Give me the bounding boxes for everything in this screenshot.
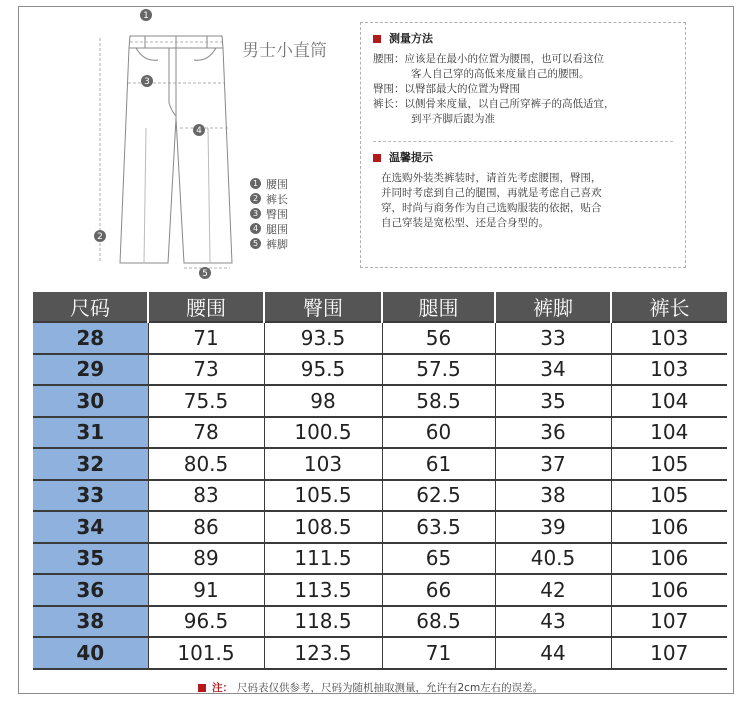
legend-label: 裤长 [266,192,288,206]
column-header: 裤长 [611,292,727,322]
svg-text:4: 4 [196,126,202,136]
table-cell: 35 [495,385,611,417]
table-cell: 37 [495,448,611,480]
table-cell: 33 [495,322,611,354]
tips-heading [373,150,673,165]
footnote-text: 尺码表仅供参考，尺码为随机抽取测量，允许有2cm左右的误差。 [237,682,544,694]
column-header: 裤脚 [495,292,611,322]
legend-item [250,191,288,206]
table-cell: 111.5 [264,543,382,575]
table-cell: 91 [148,574,264,606]
table-cell: 105 [611,480,727,512]
size-cell: 28 [33,322,148,354]
legend-number: 5 [250,238,261,249]
size-cell: 34 [33,511,148,543]
table-cell: 113.5 [264,574,382,606]
table-row [33,511,727,543]
legend-number: 3 [250,208,261,219]
legend-label: 裤脚 [266,237,288,251]
table-cell: 39 [495,511,611,543]
tips-line: 自己穿装是宽松型、还是合身型的。 [381,217,549,229]
legend-item [250,221,288,236]
legend-item [250,236,288,251]
size-cell: 29 [33,354,148,386]
table-cell: 61 [382,448,495,480]
table-cell: 106 [611,511,727,543]
table-cell: 43 [495,606,611,638]
column-header: 腰围 [148,292,264,322]
table-cell: 44 [495,637,611,669]
table-cell: 118.5 [264,606,382,638]
table-cell: 106 [611,574,727,606]
size-cell: 31 [33,417,148,449]
table-cell: 42 [495,574,611,606]
method-heading [373,31,673,46]
waist-text-cont: 客人自己穿的高低来度量自己的腰围。 [411,68,590,80]
table-row [33,448,727,480]
waist-text: 腰围：应该是在最小的位置为腰围，也可以看这位 [373,53,604,65]
table-cell: 86 [148,511,264,543]
table-cell: 38 [495,480,611,512]
length-text-cont: 到平齐脚后跟为准 [411,113,495,125]
method-title: 测量方法 [389,32,433,45]
size-cell: 32 [33,448,148,480]
column-header: 尺码 [33,292,148,322]
svg-text:3: 3 [144,77,150,87]
table-row [33,543,727,575]
table-cell: 103 [611,322,727,354]
table-cell: 89 [148,543,264,575]
size-cell: 40 [33,637,148,669]
table-cell: 65 [382,543,495,575]
table-cell: 103 [611,354,727,386]
svg-text:5: 5 [202,269,208,279]
measurement-legend [250,176,288,251]
tips-text [373,171,673,231]
measurement-info-box [360,22,686,268]
table-cell: 104 [611,417,727,449]
table-cell: 83 [148,480,264,512]
legend-number: 4 [250,223,261,234]
divider [373,141,673,142]
table-cell: 40.5 [495,543,611,575]
table-cell: 105 [611,448,727,480]
size-cell: 35 [33,543,148,575]
column-header: 腿围 [382,292,495,322]
legend-item [250,176,288,191]
table-cell: 71 [382,637,495,669]
table-cell: 104 [611,385,727,417]
style-name: 男士小直筒 [242,41,327,61]
table-cell: 78 [148,417,264,449]
legend-number: 2 [250,193,261,204]
table-cell: 100.5 [264,417,382,449]
bullet-square-icon [198,684,206,692]
tips-line: 在选购外装类裤装时，请首先考虑腰围，臀围， [381,172,602,184]
table-row [33,322,727,354]
table-cell: 63.5 [382,511,495,543]
table-cell: 62.5 [382,480,495,512]
table-row [33,354,727,386]
legend-item [250,206,288,221]
table-cell: 71 [148,322,264,354]
tips-title: 温馨提示 [389,151,433,164]
legend-number: 1 [250,178,261,189]
svg-text:2: 2 [97,232,103,242]
tips-line: 穿，时尚与商务作为自己选购服装的依据，贴合 [381,202,602,214]
table-header-row [33,292,727,322]
table-cell: 96.5 [148,606,264,638]
tips-line: 并同时考虑到自己的腿围，再就是考虑自己喜欢 [381,187,602,199]
table-cell: 108.5 [264,511,382,543]
hip-text: 臀围：以臀部最大的位置为臀围 [373,83,520,95]
table-cell: 105.5 [264,480,382,512]
table-row [33,385,727,417]
table-cell: 73 [148,354,264,386]
table-cell: 75.5 [148,385,264,417]
table-cell: 34 [495,354,611,386]
table-row [33,417,727,449]
table-cell: 107 [611,637,727,669]
footnote-label: 注： [212,682,233,694]
table-cell: 68.5 [382,606,495,638]
table-cell: 101.5 [148,637,264,669]
length-text: 裤长：以侧骨来度量，以自己所穿裤子的高低适宜， [373,98,615,110]
column-header: 臀围 [264,292,382,322]
bullet-square-icon [373,35,381,43]
legend-label: 臀围 [266,207,288,221]
table-cell: 57.5 [382,354,495,386]
table-cell: 80.5 [148,448,264,480]
table-row [33,637,727,669]
size-table [33,292,727,670]
table-row [33,606,727,638]
footnote [198,680,543,695]
table-cell: 56 [382,322,495,354]
table-cell: 60 [382,417,495,449]
table-cell: 93.5 [264,322,382,354]
bullet-square-icon [373,154,381,162]
table-cell: 58.5 [382,385,495,417]
table-cell: 103 [264,448,382,480]
svg-text:1: 1 [143,11,149,21]
table-cell: 106 [611,543,727,575]
legend-label: 腰围 [266,177,288,191]
size-cell: 30 [33,385,148,417]
table-row [33,574,727,606]
table-cell: 66 [382,574,495,606]
size-cell: 38 [33,606,148,638]
table-cell: 107 [611,606,727,638]
table-row [33,480,727,512]
table-cell: 95.5 [264,354,382,386]
table-cell: 98 [264,385,382,417]
size-cell: 36 [33,574,148,606]
table-cell: 36 [495,417,611,449]
legend-label: 腿围 [266,222,288,236]
table-cell: 123.5 [264,637,382,669]
size-cell: 33 [33,480,148,512]
